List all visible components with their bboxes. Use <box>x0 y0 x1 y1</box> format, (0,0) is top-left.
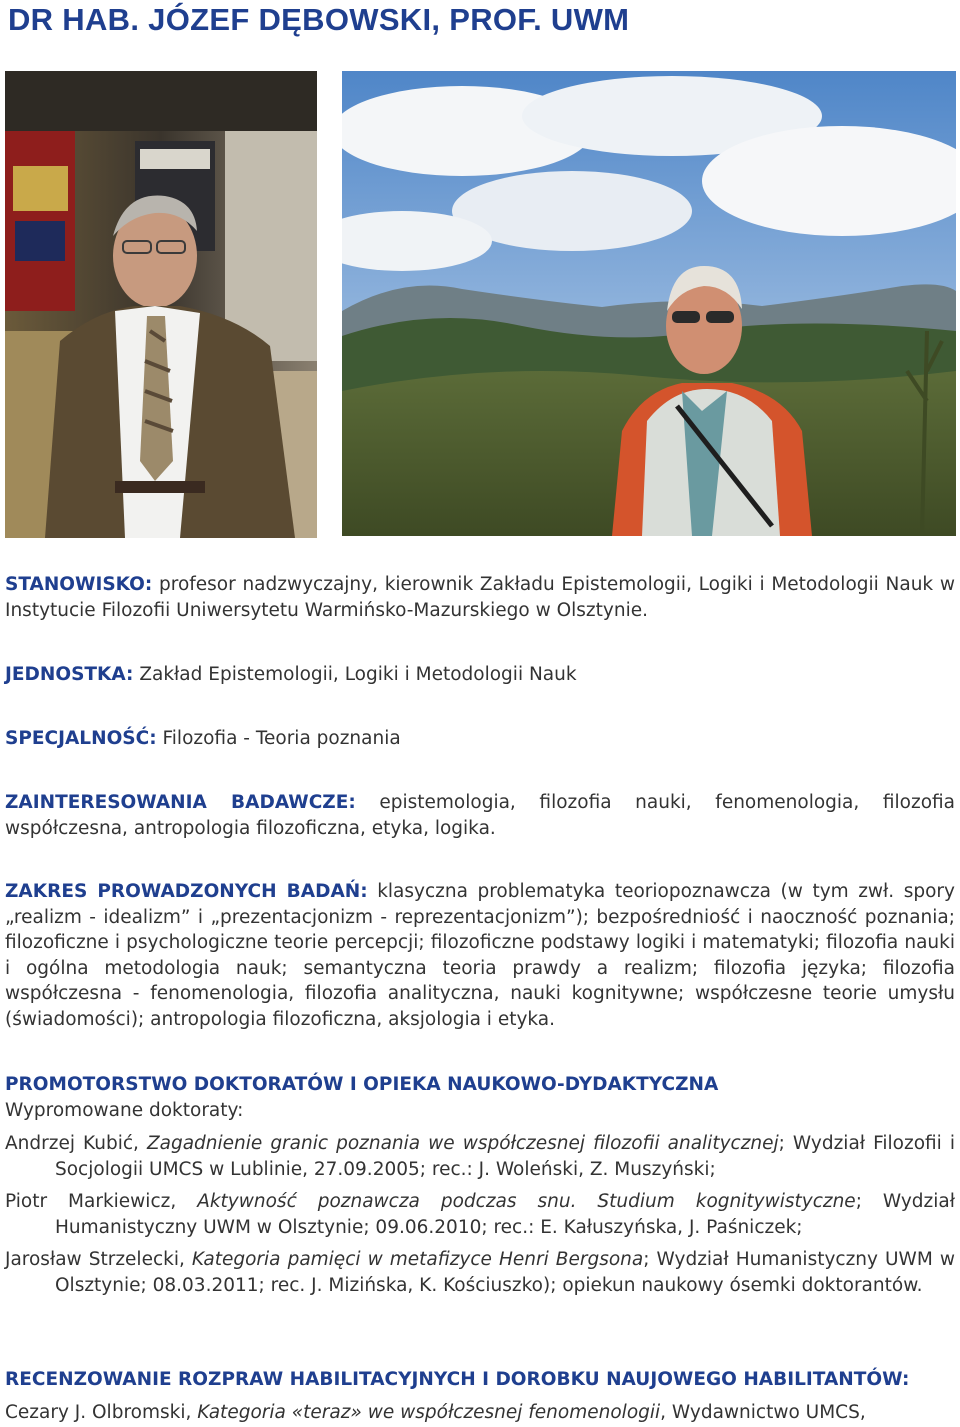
portrait-photo-indoor <box>5 71 317 538</box>
review-entry <box>5 1400 955 1426</box>
zakres-label: ZAKRES PROWADZONYCH BADAŃ: <box>5 881 368 902</box>
specjalnosc-text: Filozofia - Teoria poznania <box>156 728 401 749</box>
entry-details: ; Wydział Humanistyczny UWM w Olsztynie; 09.06.2010; rec.: E. Kałuszyńska, J. Paśniczek; <box>55 1191 955 1238</box>
entry-author: Cezary J. Olbromski, <box>5 1401 198 1423</box>
entry-details: ; Wydział Humanistyczny UWM w Olsztynie; 08.03.2011; rec. J. Mizińska, K. Kościuszko); opiekun naukowy ósemki doktorantów. <box>55 1249 956 1296</box>
zakres-section <box>5 879 955 1032</box>
zakres-text: klasyczna problematyka teoriopoznawcza (w tym zwł. spory „realizm - idealizm” i „prezentacjonizm - reprezentacjonizm”); bezpośredniość i naoczność poznania; filozoficzne i psychologiczne teorie percepcji; filozoficzne podstawy logiki i matematyki; filozofia nauki i ogólna metodologia nauk; semantyczna teoria prawdy a realizm; filozofia języka; filozofia współczesna - fenomenologia, filozofia analityczna, nauki kognitywne; współczesne teorie umysłu (świadomości); antropologia filozoficzna, aksjologia i etyka. <box>5 881 955 1030</box>
page-title: DR HAB. JÓZEF DĘBOWSKI, PROF. UWM <box>8 2 630 37</box>
recenzowanie-heading: RECENZOWANIE ROZPRAW HABILITACYJNYCH I DOROBKU NAUJOWEGO HABILITANTÓW: <box>5 1369 910 1390</box>
promotorstwo-section <box>5 1072 955 1305</box>
jednostka-text: Zakład Epistemologii, Logiki i Metodologii Nauk <box>133 664 577 685</box>
zainteresowania-text: epistemologia, filozofia nauki, fenomenologia, filozofia współczesna, antropologia filozoficzna, etyka, logika. <box>5 792 956 839</box>
specjalnosc-label: SPECJALNOŚĆ: <box>5 728 157 749</box>
stanowisko-label: STANOWISKO: <box>5 574 153 595</box>
entry-details: , Wydawnictwo UMCS, <box>660 1401 866 1423</box>
zainteresowania-label: ZAINTERESOWANIA BADAWCZE: <box>5 792 356 813</box>
doctorate-entry <box>5 1131 955 1182</box>
jednostka-label: JEDNOSTKA: <box>5 664 134 685</box>
entry-title: Aktywność poznawcza podczas snu. Studium kognitywistyczne <box>197 1191 856 1212</box>
doctorate-entry <box>5 1189 955 1240</box>
recenzowanie-section <box>5 1367 955 1425</box>
portrait-photo-mountains <box>342 71 956 536</box>
promotorstwo-heading: PROMOTORSTWO DOKTORATÓW I OPIEKA NAUKOWO-DYDAKTYCZNA <box>5 1074 719 1095</box>
entry-title: Zagadnienie granic poznania we współczesnej filozofii analitycznej <box>146 1133 779 1154</box>
entry-author: Andrzej Kubić, <box>5 1133 147 1154</box>
entry-details: ; Wydział Filozofii i Socjologii UMCS w Lublinie, 27.09.2005; rec.: J. Woleński, Z. Muszyński; <box>55 1133 955 1180</box>
promotorstwo-subheading: Wypromowane doktoraty: <box>5 1099 244 1121</box>
entry-author: Jarosław Strzelecki, <box>5 1249 192 1270</box>
entry-author: Piotr Markiewicz, <box>5 1191 198 1212</box>
jednostka-section <box>5 662 955 688</box>
doctorate-entry <box>5 1247 955 1298</box>
entry-title: Kategoria pamięci w metafizyce Henri Bergsona <box>191 1249 644 1270</box>
entry-title: Kategoria «teraz» we współczesnej fenomenologii <box>197 1401 661 1423</box>
stanowisko-text: profesor nadzwyczajny, kierownik Zakładu Epistemologii, Logiki i Metodologii Nauk w Instytucie Filozofii Uniwersytetu Warmińsko-Mazurskiego w Olsztynie. <box>5 574 955 621</box>
stanowisko-section <box>5 572 955 623</box>
zainteresowania-section <box>5 790 955 841</box>
specjalnosc-section <box>5 726 955 752</box>
